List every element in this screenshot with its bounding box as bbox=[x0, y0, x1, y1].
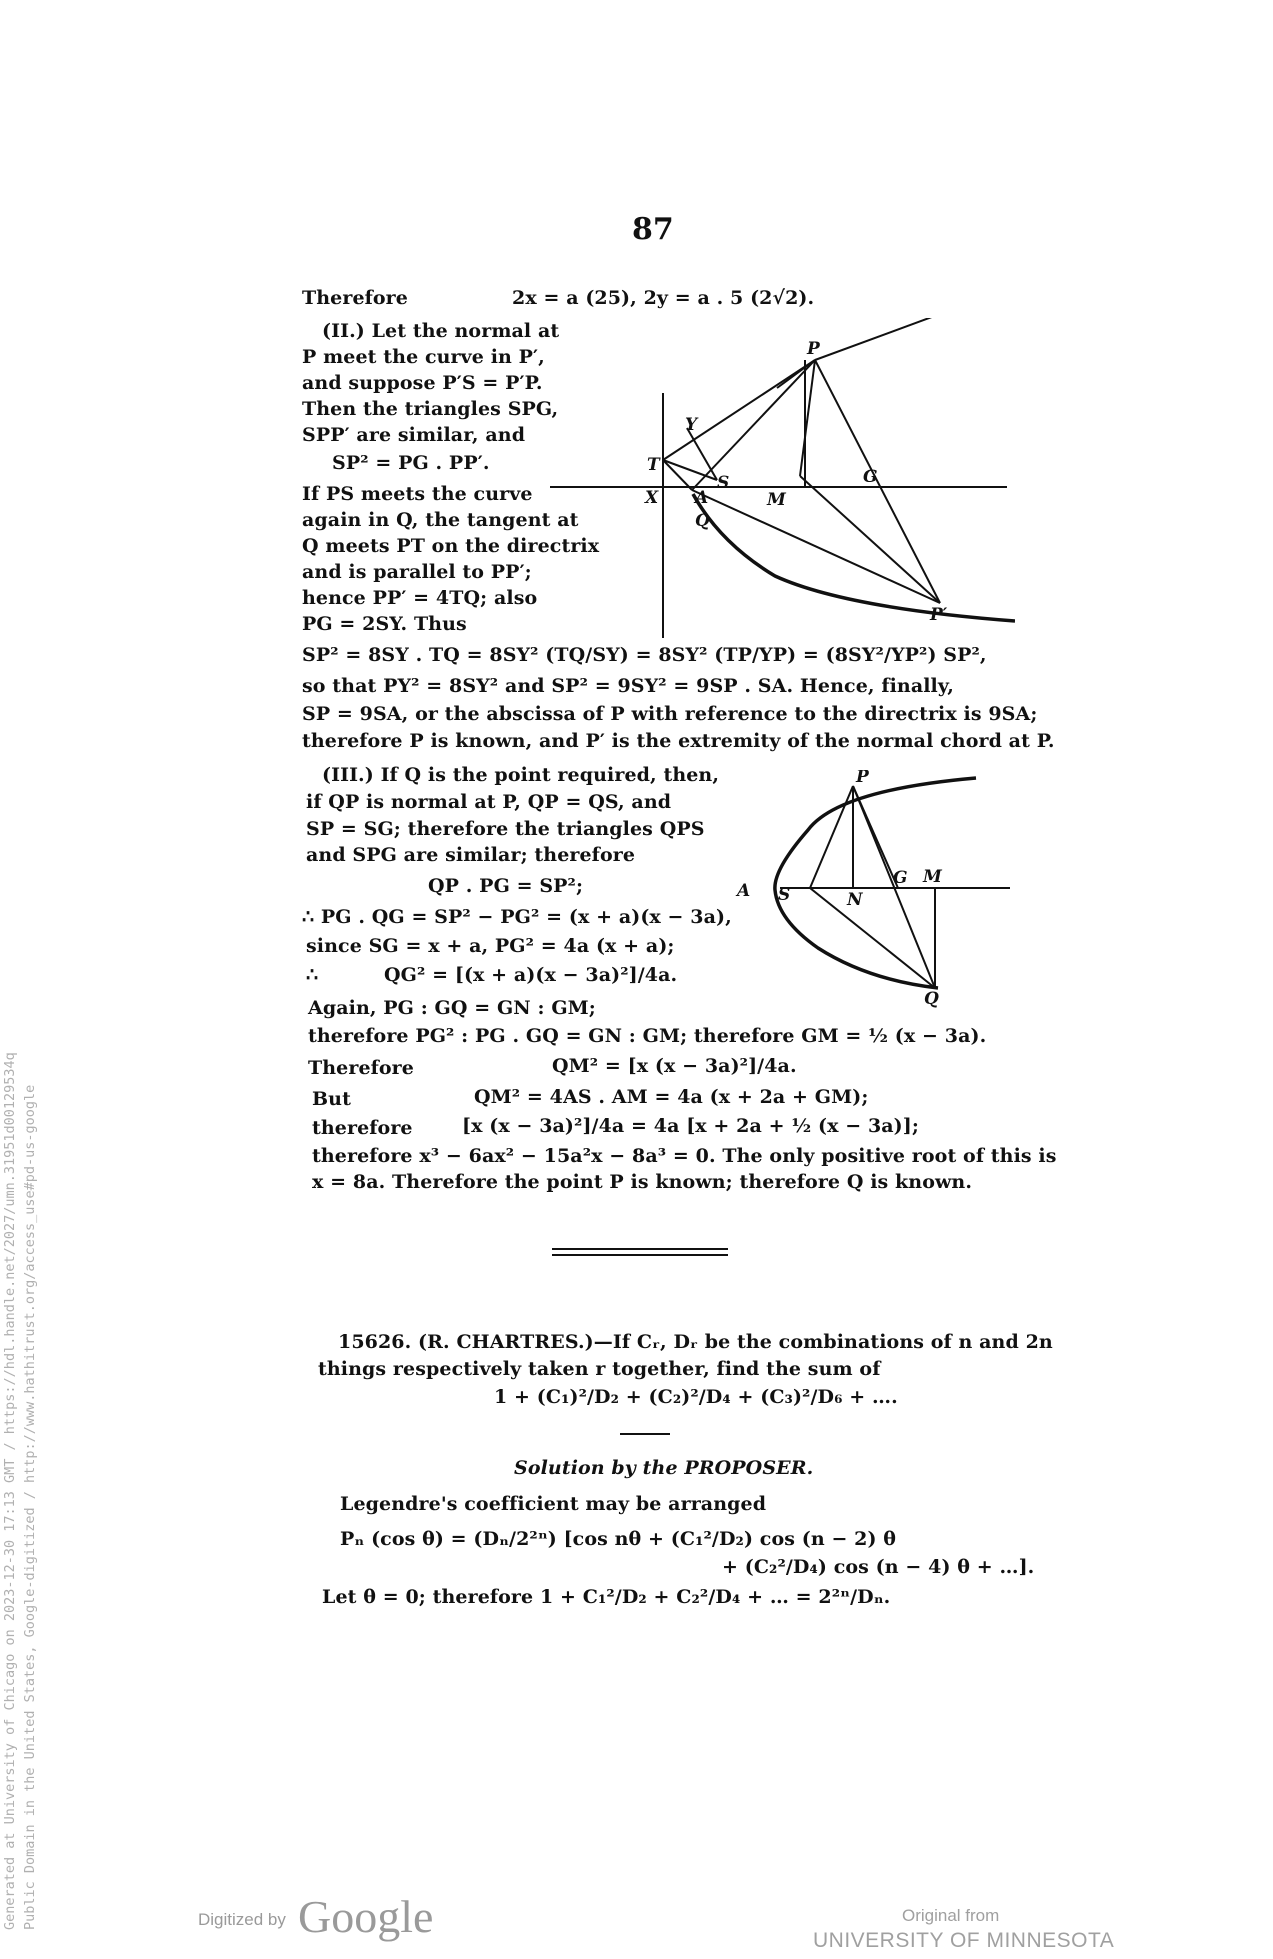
solution-formula: + (C₂²/D₄) cos (n − 4) θ + …]. bbox=[722, 1556, 1035, 1578]
text-line: (II.) Let the normal at bbox=[322, 320, 560, 342]
text-line: QM² = 4AS . AM = 4a (x + 2a + GM); bbox=[474, 1086, 869, 1108]
label-M: M bbox=[767, 490, 786, 510]
text-line: and suppose P′S = P′P. bbox=[302, 372, 543, 394]
question-line: things respectively taken r together, find the sum of bbox=[318, 1358, 881, 1380]
line-py bbox=[777, 360, 815, 388]
label-G: G bbox=[893, 868, 908, 888]
solution-heading: Solution by the PROPOSER. bbox=[514, 1457, 814, 1479]
figure-parabola-chord bbox=[728, 770, 1028, 1015]
label-A: A bbox=[737, 881, 751, 901]
google-logo: Google bbox=[298, 1891, 434, 1942]
text-line: QM² = [x (x − 3a)²]/4a. bbox=[552, 1055, 797, 1077]
watermark-line: Generated at University of Chicago on 2023-12-30 17:13 GMT / https://hdl.handle.net/2027/umn.31951d00129534q bbox=[2, 1052, 18, 1930]
question-line: 15626. (R. CHARTRES.)—If Cᵣ, Dᵣ be the combinations of n and 2n bbox=[338, 1331, 1053, 1353]
hathitrust-watermark bbox=[0, 930, 40, 1930]
text-line: If PS meets the curve bbox=[302, 483, 533, 505]
text-line: (III.) If Q is the point required, then, bbox=[322, 764, 720, 786]
digitized-by-text: Digitized by bbox=[198, 1910, 286, 1929]
university-text: UNIVERSITY OF MINNESOTA bbox=[813, 1929, 1115, 1952]
text-line: Again, PG : GQ = GN : GM; bbox=[308, 997, 596, 1019]
text-line: QG² = [(x + a)(x − 3a)²]/4a. bbox=[384, 964, 678, 986]
text-line: SP = 9SA, or the abscissa of P with reference to the directrix is 9SA; bbox=[302, 703, 1038, 725]
line-ts bbox=[663, 460, 717, 480]
text-line: therefore x³ − 6ax² − 15a²x − 8a³ = 0. The only positive root of this is bbox=[312, 1145, 1057, 1167]
line-sp2 bbox=[800, 476, 940, 603]
text-line: if QP is normal at P, QP = QS, and bbox=[306, 791, 672, 813]
watermark-line: Public Domain in the United States, Google-digitized / http://www.hathitrust.org/access_use#pd-us-google bbox=[22, 1084, 38, 1930]
label-S: S bbox=[717, 473, 730, 493]
text-line: again in Q, the tangent at bbox=[302, 509, 579, 531]
label-P-prime: P′ bbox=[930, 605, 948, 625]
label-S: S bbox=[778, 885, 791, 905]
text-line: and is parallel to PP′; bbox=[302, 561, 532, 583]
solution-formula: Pₙ (cos θ) = (Dₙ/2²ⁿ) [cos nθ + (C₁²/D₂) cos (n − 2) θ bbox=[340, 1528, 897, 1550]
double-rule-bottom bbox=[552, 1254, 728, 1256]
page-number: 87 bbox=[632, 212, 674, 247]
text-line: so that PY² = 8SY² and SP² = 9SY² = 9SP . SA. Hence, finally, bbox=[302, 675, 954, 697]
line-pg bbox=[853, 786, 898, 888]
label-X: X bbox=[645, 488, 659, 508]
solution-line: Let θ = 0; therefore 1 + C₁²/D₂ + C₂²/D₄ + … = 2²ⁿ/Dₙ. bbox=[322, 1586, 891, 1608]
line-qp2 bbox=[692, 490, 940, 603]
text-line: therefore P is known, and P′ is the extremity of the normal chord at P. bbox=[302, 730, 1055, 752]
label-Q: Q bbox=[924, 989, 939, 1009]
label-P: P bbox=[856, 770, 869, 787]
text-line: 2x = a (25), 2y = a . 5 (2√2). bbox=[512, 287, 815, 309]
text-line: and SPG are similar; therefore bbox=[306, 844, 636, 866]
text-line: But bbox=[312, 1088, 351, 1110]
text-line: therefore bbox=[312, 1117, 413, 1139]
solution-line: Legendre's coefficient may be arranged bbox=[340, 1493, 767, 1515]
text-line: QP . PG = SP²; bbox=[428, 875, 584, 897]
label-Y: Y bbox=[685, 415, 698, 435]
text-line: SP = SG; therefore the triangles QPS bbox=[306, 818, 705, 840]
text-line: since SG = x + a, PG² = 4a (x + a); bbox=[306, 935, 675, 957]
text-line: SP² = PG . PP′. bbox=[332, 452, 490, 474]
label-N: N bbox=[847, 890, 863, 910]
label-P: P bbox=[807, 339, 820, 359]
text-line: Q meets PT on the directrix bbox=[302, 535, 600, 557]
label-Q: Q bbox=[695, 511, 710, 531]
text-line: [x (x − 3a)²]/4a = 4a [x + 2a + ½ (x − 3a)]; bbox=[462, 1115, 919, 1137]
label-M: M bbox=[923, 867, 942, 887]
double-rule-top bbox=[552, 1248, 728, 1250]
text-line: P meet the curve in P′, bbox=[302, 346, 545, 368]
tangent-extension bbox=[815, 318, 940, 360]
line-ps bbox=[810, 786, 853, 888]
text-line: Therefore bbox=[302, 287, 408, 309]
text-line: ∴ PG . QG = SP² − PG² = (x + a)(x − 3a), bbox=[302, 906, 732, 928]
question-formula: 1 + (C₁)²/D₂ + (C₂)²/D₄ + (C₃)²/D₆ + …. bbox=[494, 1386, 898, 1408]
text-line: therefore PG² : PG . GQ = GN : GM; therefore GM = ½ (x − 3a). bbox=[308, 1025, 987, 1047]
short-rule bbox=[620, 1433, 670, 1435]
parabola-curve bbox=[775, 778, 976, 988]
text-line: SPP′ are similar, and bbox=[302, 424, 526, 446]
line-sy bbox=[687, 428, 717, 480]
text-line: ∴ bbox=[306, 964, 319, 986]
original-from-text: Original from bbox=[902, 1906, 1000, 1925]
text-line: PG = 2SY. Thus bbox=[302, 613, 467, 635]
label-T: T bbox=[647, 455, 660, 475]
label-G: G bbox=[863, 467, 878, 487]
text-line: Then the triangles SPG, bbox=[302, 398, 559, 420]
text-line: Therefore bbox=[308, 1057, 414, 1079]
figure-parabola-normal bbox=[545, 318, 1015, 638]
line-ps bbox=[800, 360, 815, 476]
tangent-line bbox=[663, 360, 815, 460]
text-line: SP² = 8SY . TQ = 8SY² (TQ/SY) = 8SY² (TP/YP) = (8SY²/YP²) SP², bbox=[302, 644, 987, 666]
text-line: hence PP′ = 4TQ; also bbox=[302, 587, 538, 609]
text-line: x = 8a. Therefore the point P is known; therefore Q is known. bbox=[312, 1171, 973, 1193]
label-A: A bbox=[695, 488, 709, 508]
